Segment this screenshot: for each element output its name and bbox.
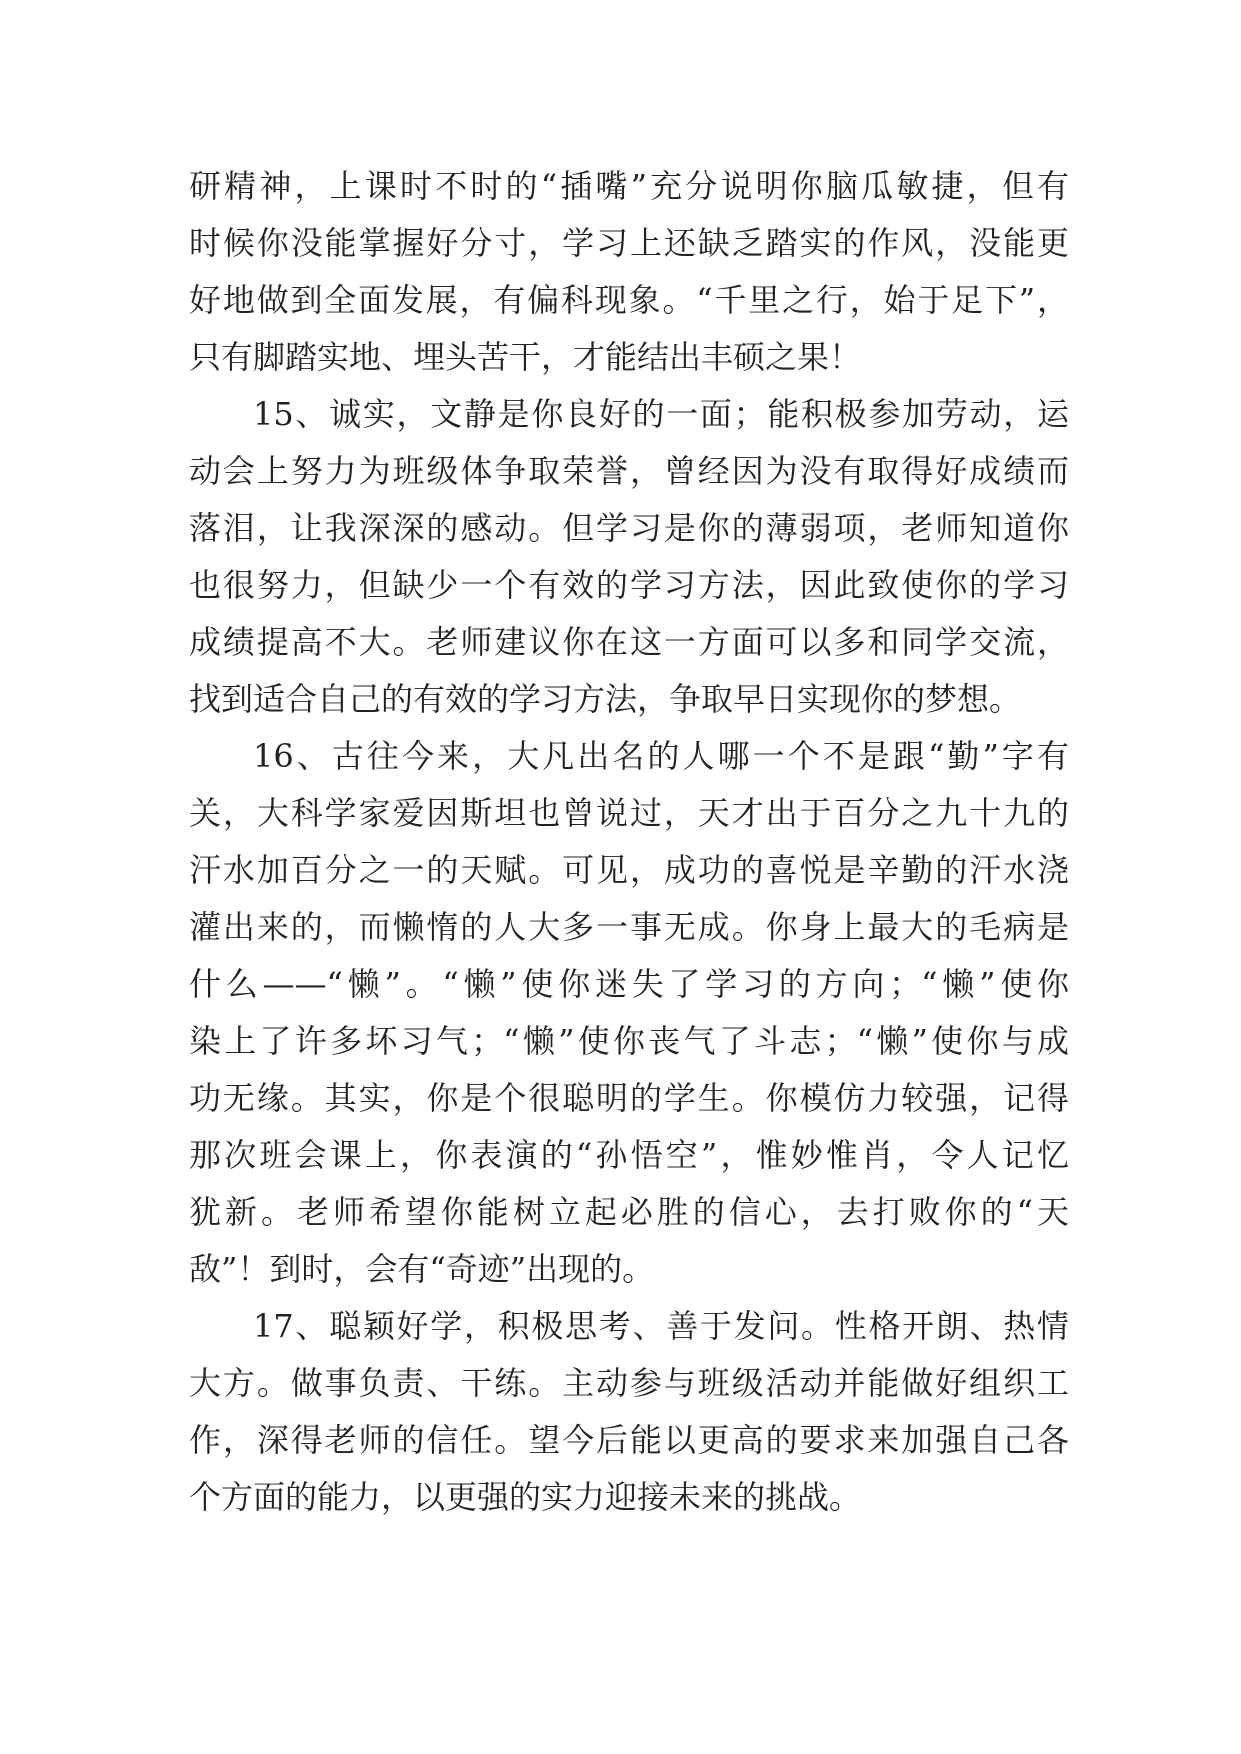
text-line: 功无缘。其实，你是个很聪明的学生。你模仿力较强，记得	[189, 1079, 1069, 1117]
paragraph-16	[189, 728, 1069, 1298]
text-line: 17、聪颖好学，积极思考、善于发问。性格开朗、热情	[253, 1307, 1069, 1345]
text-line: 作，深得老师的信任。望今后能以更高的要求来加强自己各	[189, 1421, 1069, 1459]
text-line: 关，大科学家爱因斯坦也曾说过，天才出于百分之九十九的	[189, 794, 1069, 832]
paragraph-15	[189, 386, 1069, 728]
text-line: 那次班会课上，你表演的“孙悟空”，惟妙惟肖，令人记忆	[189, 1136, 1069, 1174]
text-line: 个方面的能力，以更强的实力迎接未来的挑战。	[189, 1478, 862, 1516]
text-line: 成绩提高不大。老师建议你在这一方面可以多和同学交流，	[189, 623, 1069, 661]
text-line: 15、诚实，文静是你良好的一面；能积极参加劳动，运	[253, 395, 1069, 433]
text-line: 灌出来的，而懒惰的人大多一事无成。你身上最大的毛病是	[189, 908, 1069, 946]
text-line: 动会上努力为班级体争取荣誉，曾经因为没有取得好成绩而	[189, 452, 1069, 490]
paragraph-17	[189, 1298, 1069, 1526]
text-line: 也很努力，但缺少一个有效的学习方法，因此致使你的学习	[189, 566, 1069, 604]
text-line: 时候你没能掌握好分寸，学习上还缺乏踏实的作风，没能更	[189, 224, 1069, 262]
text-line: 大方。做事负责、干练。主动参与班级活动并能做好组织工	[189, 1364, 1069, 1402]
text-line: 什么——“懒”。“懒”使你迷失了学习的方向；“懒”使你	[189, 965, 1069, 1003]
paragraph-14-continuation	[189, 158, 1069, 386]
text-line: 汗水加百分之一的天赋。可见，成功的喜悦是辛勤的汗水浇	[189, 851, 1069, 889]
text-line: 只有脚踏实地、埋头苦干，才能结出丰硕之果！	[189, 338, 862, 376]
text-line: 落泪，让我深深的感动。但学习是你的薄弱项，老师知道你	[189, 509, 1069, 547]
text-line: 犹新。老师希望你能树立起必胜的信心，去打败你的“天	[189, 1193, 1069, 1231]
text-line: 敌”！到时，会有“奇迹”出现的。	[189, 1250, 655, 1288]
text-line: 好地做到全面发展，有偏科现象。“千里之行，始于足下”，	[189, 281, 1069, 319]
text-line: 研精神，上课时不时的“插嘴”充分说明你脑瓜敏捷，但有	[189, 167, 1069, 205]
document-body	[189, 158, 1069, 1526]
text-line: 染上了许多坏习气；“懒”使你丧气了斗志；“懒”使你与成	[189, 1022, 1069, 1060]
text-line: 16、古往今来，大凡出名的人哪一个不是跟“勤”字有	[253, 737, 1069, 775]
text-line: 找到适合自己的有效的学习方法，争取早日实现你的梦想。	[189, 680, 1022, 718]
